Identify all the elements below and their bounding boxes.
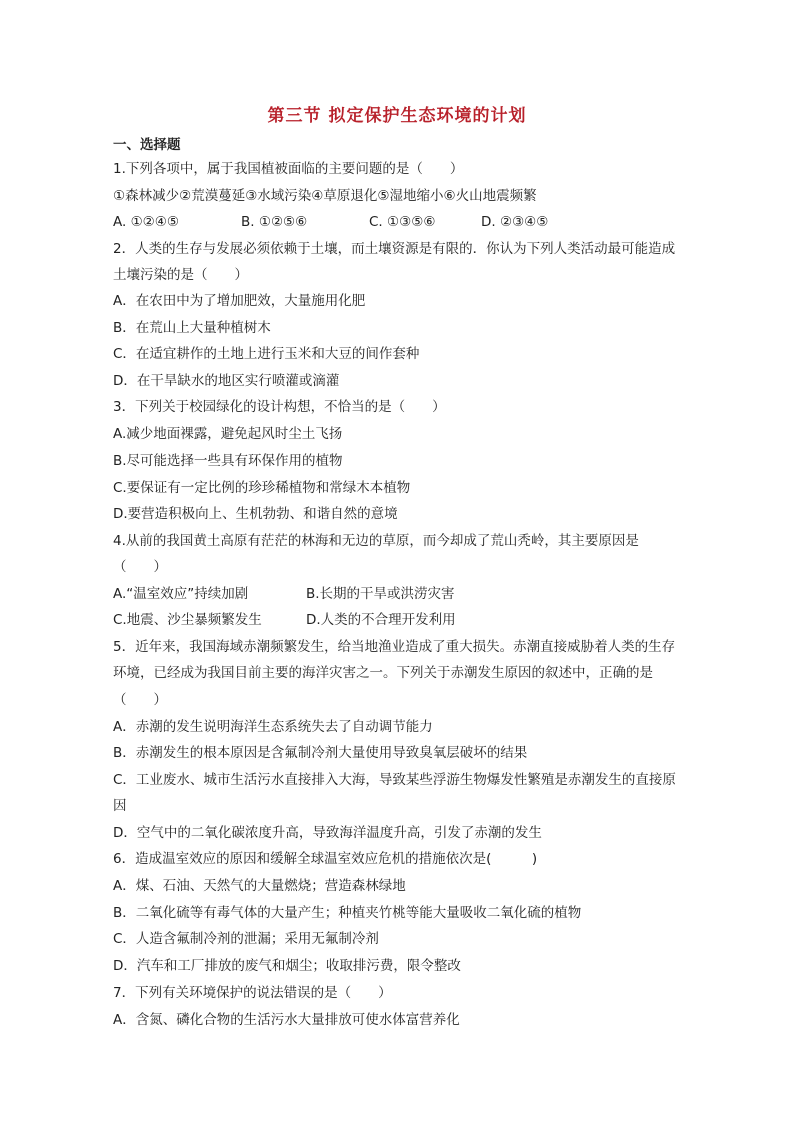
question-5-option-b: B．赤潮发生的根本原因是含氟制冷剂大量使用导致臭氧层破坏的结果	[113, 745, 528, 761]
question-4-options-row-1	[113, 585, 455, 603]
question-3-stem: 3．下列关于校园绿化的设计构想，不恰当的是（ ）	[113, 399, 446, 415]
question-6-option-b: B．二氧化硫等有毒气体的大量产生；种植夹竹桃等能大量吸收二氧化硫的植物	[113, 905, 582, 921]
question-5-stem-line-2: 环境，已经成为我国目前主要的海洋灾害之一。下列关于赤潮发生原因的叙述中，正确的是	[113, 665, 653, 681]
question-7-stem: 7．下列有关环境保护的说法错误的是（ ）	[113, 985, 392, 1001]
question-5-option-c-line-1: C．工业废水、城市生活污水直接排入大海，导致某些浮游生物爆发性繁殖是赤潮发生的直接原	[113, 772, 676, 788]
question-5-option-c-line-2: 因	[113, 798, 127, 814]
question-6-option-a: A．煤、石油、天然气的大量燃烧；营造森林绿地	[113, 878, 406, 894]
question-4-stem-line-2: （ ）	[113, 559, 167, 575]
question-4-option-d: D.人类的不合理开发利用	[306, 612, 456, 628]
question-4-option-b: B.长期的干旱或洪涝灾害	[306, 586, 455, 602]
page-title: 第三节 拟定保护生态环境的计划	[267, 106, 527, 126]
question-1-items: ①森林减少②荒漠蔓延③水域污染④草原退化⑤湿地缩小⑥火山地震频繁	[113, 188, 537, 204]
question-2-option-c: C．在适宜耕作的土地上进行玉米和大豆的间作套种	[113, 346, 420, 362]
question-5-option-a: A．赤潮的发生说明海洋生态系统失去了自动调节能力	[113, 719, 433, 735]
question-6-option-c: C．人造含氟制冷剂的泄漏；采用无氟制冷剂	[113, 931, 379, 947]
question-4-stem-line-1: 4.从前的我国黄土高原有茫茫的林海和无边的草原，而今却成了荒山秃岭，其主要原因是	[113, 533, 639, 549]
question-6-stem: 6．造成温室效应的原因和缓解全球温室效应危机的措施依次是( )	[113, 851, 538, 867]
question-3-option-b: B.尽可能选择一些具有环保作用的植物	[113, 453, 343, 469]
question-5-option-d: D．空气中的二氧化碳浓度升高，导致海洋温度升高，引发了赤潮的发生	[113, 825, 542, 841]
question-4-option-c: C.地震、沙尘暴频繁发生	[113, 612, 262, 628]
question-3-option-c: C.要保证有一定比例的珍珍稀植物和常绿木本植物	[113, 480, 411, 496]
question-2-stem-line-1: 2．人类的生存与发展必须依赖于土壤，而土壤资源是有限的．你认为下列人类活动最可能造成	[113, 241, 676, 257]
question-5-stem-line-3: （ ）	[113, 692, 167, 708]
question-3-option-a: A.减少地面裸露，避免起风时尘土飞扬	[113, 426, 343, 442]
question-2-stem-line-2: 土壤污染的是（ ）	[113, 267, 248, 283]
question-4-options-row-2	[113, 611, 456, 629]
section-heading: 一、选择题	[113, 137, 181, 153]
question-4-option-a: A.“温室效应”持续加剧	[113, 586, 249, 602]
question-1-option-d: D. ②③④⑤	[481, 214, 549, 230]
question-7-option-a: A．含氮、磷化合物的生活污水大量排放可使水体富营养化	[113, 1012, 460, 1028]
question-3-option-d: D.要营造积极向上、生机勃勃、和谐自然的意境	[113, 506, 398, 522]
question-2-option-d: D．在干旱缺水的地区实行喷灌或滴灌	[113, 373, 340, 389]
question-1-option-c: C. ①③⑤⑥	[369, 214, 436, 230]
question-6-option-d: D．汽车和工厂排放的废气和烟尘；收取排污费，限令整改	[113, 958, 461, 974]
question-1-option-a: A. ①②④⑤	[113, 214, 179, 230]
question-1-option-b: B. ①②⑤⑥	[241, 214, 308, 230]
question-2-option-a: A．在农田中为了增加肥效，大量施用化肥	[113, 293, 366, 309]
question-1-stem: 1.下列各项中，属于我国植被面临的主要问题的是（ ）	[113, 161, 464, 177]
question-5-stem-line-1: 5．近年来，我国海域赤潮频繁发生，给当地渔业造成了重大损失。赤潮直接威胁着人类的生存	[113, 639, 676, 655]
question-2-option-b: B．在荒山上大量种植树木	[113, 320, 271, 336]
question-1-options	[113, 213, 548, 231]
